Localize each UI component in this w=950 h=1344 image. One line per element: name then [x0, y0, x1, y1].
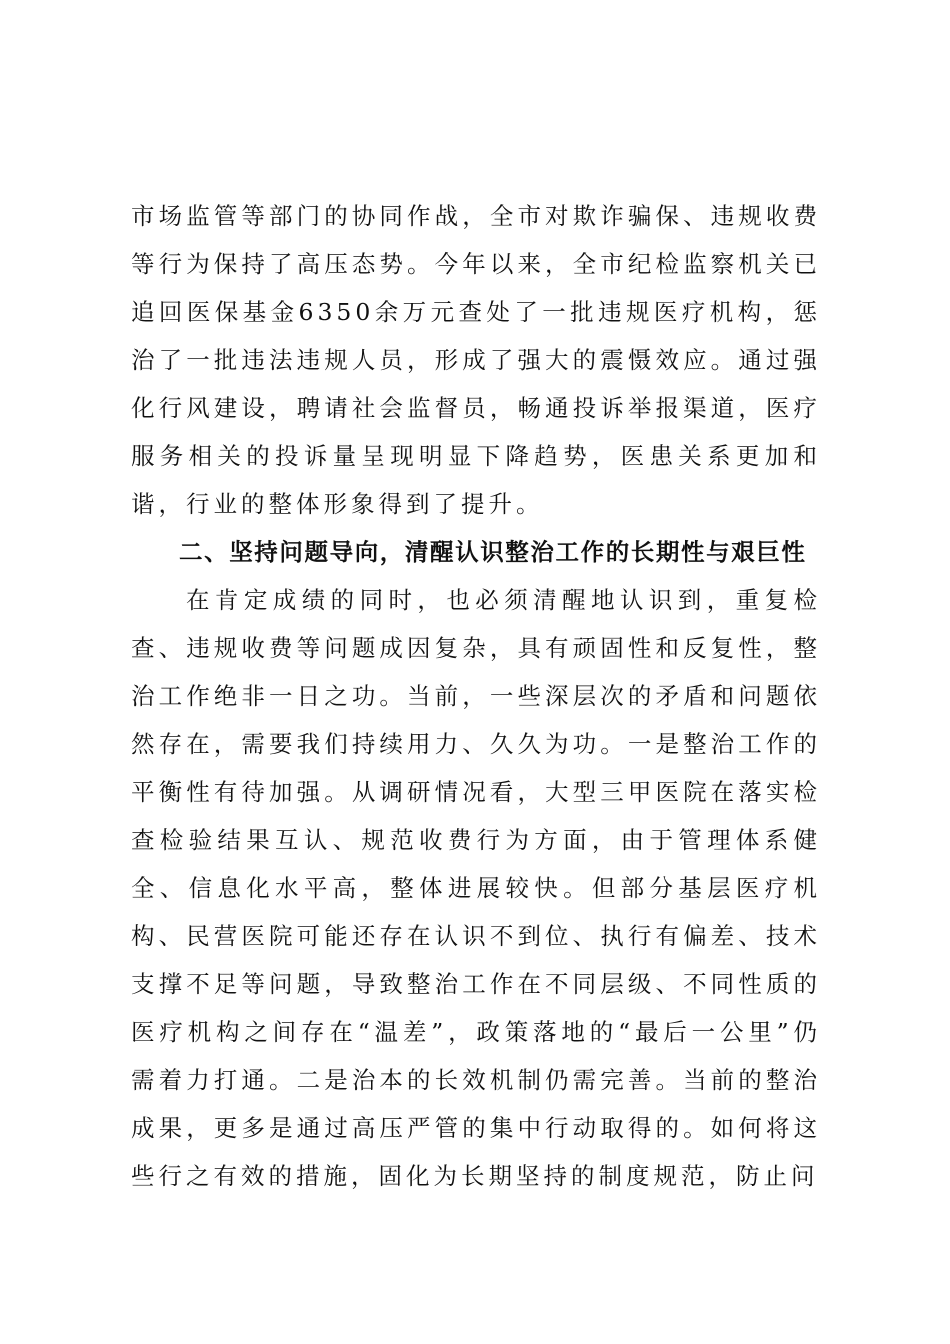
body-paragraph-2: 在肯定成绩的同时，也必须清醒地认识到，重复检查、违规收费等问题成因复杂，具有顽固性和反复性，整治工作绝非一日之功。当前，一些深层次的矛盾和问题依然存在，需要我们持续用力、久久为功。一是整治工作的平衡性有待加强。从调研情况看，大型三甲医院在落实检查检验结果互认、规范收费行为方面，由于管理体系健全、信息化水平高，整体进展较快。但部分基层医疗机构、民营医院可能还存在认识不到位、执行有偏差、技术支撑不足等问题，导致整治工作在不同层级、不同性质的医疗机构之间存在“温差”，政策落地的“最后一公里”仍需着力打通。二是治本的长效机制仍需完善。当前的整治成果，更多是通过高压严管的集中行动取得的。如何将这些行之有效的措施，固化为长期坚持的制度规范，防止问	[131, 586, 821, 1190]
document-page	[131, 192, 821, 1200]
body-paragraph-1: 市场监管等部门的协同作战，全市对欺诈骗保、违规收费等行为保持了高压态势。今年以来，全市纪检监察机关已追回医保基金6350余万元查处了一批违规医疗机构，惩治了一批违法违规人员，形成了强大的震慑效应。通过强化行风建设，聘请社会监督员，畅通投诉举报渠道，医疗服务相关的投诉量呈现明显下降趋势，医患关系更加和谐，行业的整体形象得到了提升。	[131, 202, 821, 518]
section-heading-2: 二、坚持问题导向，清醒认识整治工作的长期性与艰巨性	[179, 538, 807, 566]
